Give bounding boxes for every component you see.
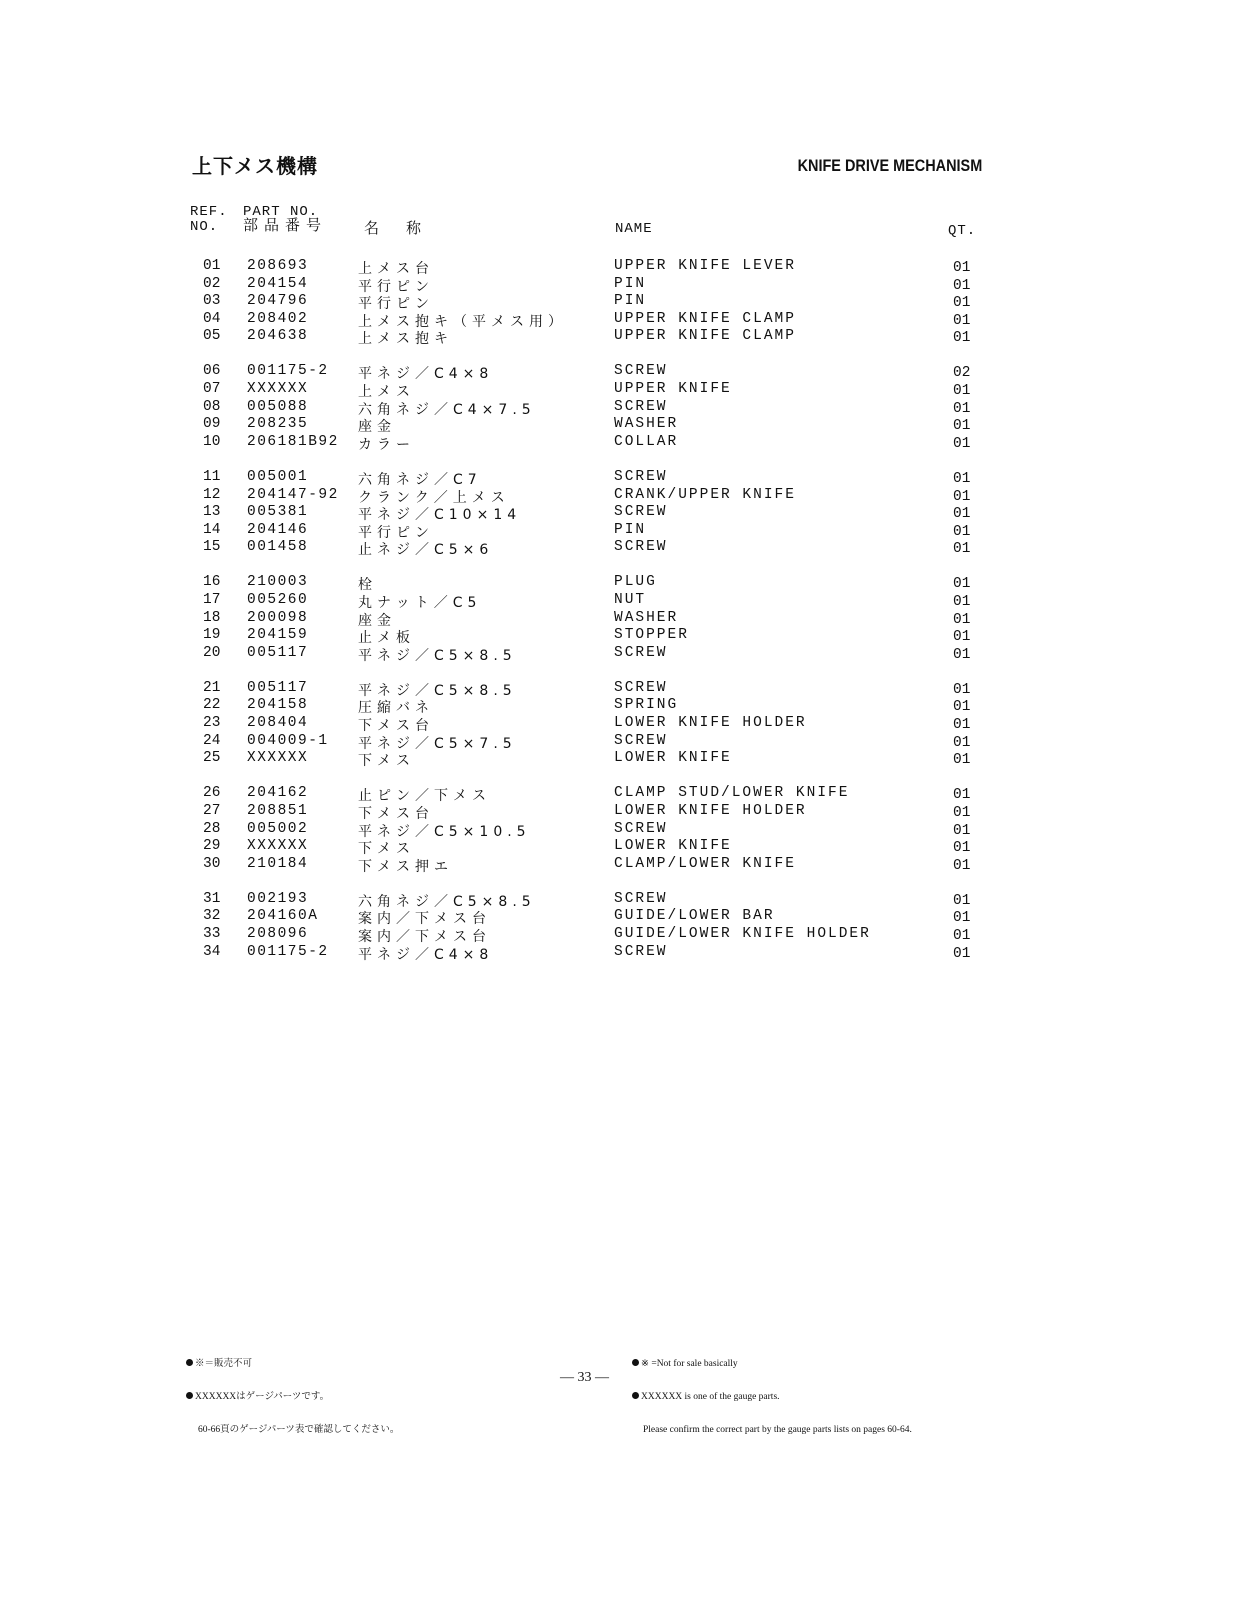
name-jp: 平ネジ／C4×8 [358,366,494,383]
header-name-jp: 名 称 [364,219,428,237]
quantity: 01 [953,295,971,312]
ref-no: 14 [203,521,221,538]
quantity: 01 [953,611,971,628]
quantity: 01 [953,383,971,400]
name-jp: 止メ板 [358,630,415,647]
part-no: 204159 [247,627,309,644]
part-no: 208096 [247,926,309,942]
quantity: 01 [953,312,971,329]
table-row [0,416,1237,434]
name-jp: 下メス台 [358,718,434,735]
ref-no: 17 [203,592,221,608]
quantity: 01 [953,260,971,276]
table-row [0,645,1237,663]
name-en: WASHER [614,609,679,626]
name-en: UPPER KNIFE LEVER [614,258,796,274]
quantity: 01 [953,523,971,540]
quantity: 01 [953,699,971,716]
name-en: SCREW [614,890,668,907]
table-row [0,821,1237,839]
quantity: 01 [953,840,971,857]
table-row [0,856,1237,874]
name-en: SCREW [614,820,668,837]
name-jp: 案内／下メス台 [358,911,491,928]
name-jp: 平ネジ／C5×7.5 [358,735,517,752]
header-qty: QT. [948,223,977,239]
name-jp: 六角ネジ／C7 [358,471,482,488]
part-no: 208851 [247,802,309,819]
table-row [0,838,1237,856]
name-jp: 六角ネジ／C4×7.5 [358,401,536,418]
part-no: 204147-92 [247,486,339,503]
parts-group [0,891,1237,961]
parts-group [0,785,1237,873]
ref-no: 03 [203,293,221,310]
ref-no: 02 [203,275,221,292]
table-row [0,469,1237,487]
name-en: COLLAR [614,433,679,450]
quantity: 01 [953,646,971,663]
quantity: 01 [953,576,971,593]
quantity: 01 [953,734,971,751]
name-en: SPRING [614,697,679,714]
name-en: WASHER [614,416,679,433]
part-no: 206181B92 [247,433,339,450]
name-en: CLAMP STUD/LOWER KNIFE [614,785,850,802]
part-no: 204158 [247,697,309,714]
quantity: 01 [953,787,971,804]
quantity: 02 [953,365,971,382]
table-row [0,311,1237,329]
ref-no: 24 [203,732,221,749]
name-jp: 案内／下メス台 [358,929,491,945]
name-en: GUIDE/LOWER BAR [614,908,775,925]
name-en: GUIDE/LOWER KNIFE HOLDER [614,926,871,942]
quantity: 01 [953,400,971,417]
quantity: 01 [953,488,971,505]
table-row [0,574,1237,592]
quantity: 01 [953,418,971,435]
table-row [0,381,1237,399]
part-no: 005117 [247,679,309,696]
quantity: 01 [953,506,971,523]
table-row [0,258,1237,276]
part-no: 005002 [247,820,309,837]
name-jp: 下メス [358,841,415,858]
quantity: 01 [953,330,971,347]
name-en: SCREW [614,943,668,960]
name-en: CRANK/UPPER KNIFE [614,486,796,503]
bullet-icon [632,1392,639,1399]
ref-no: 32 [203,908,221,925]
table-row [0,891,1237,909]
ref-no: 06 [203,363,221,380]
table-row [0,697,1237,715]
quantity: 01 [953,752,971,769]
part-no: 204162 [247,785,309,802]
name-en: SCREW [614,732,668,749]
quantity: 01 [953,277,971,294]
quantity: 01 [953,717,971,734]
ref-no: 31 [203,890,221,907]
table-row [0,539,1237,557]
parts-group [0,258,1237,346]
name-jp: 平ネジ／C10×14 [358,507,522,524]
ref-no: 13 [203,504,221,521]
name-en: LOWER KNIFE HOLDER [614,715,807,732]
quantity: 01 [953,928,971,944]
name-jp: 上メス抱キ [358,331,453,348]
name-jp: 下メス [358,753,415,770]
page-title-en: KNIFE DRIVE MECHANISM [797,156,982,175]
parts-group [0,363,1237,451]
part-no: 204146 [247,521,309,538]
name-jp: 丸ナット／C5 [358,595,482,611]
quantity: 01 [953,629,971,646]
quantity: 01 [953,435,971,452]
name-en: PLUG [614,574,657,591]
part-no: 208693 [247,258,309,274]
footnote-jp [186,1337,399,1447]
ref-no: 33 [203,926,221,942]
table-row [0,908,1237,926]
table-row [0,293,1237,311]
ref-no: 27 [203,802,221,819]
name-jp: 下メス押エ [358,858,453,875]
footnote-en-line2: XXXXXX is one of the gauge parts. [641,1392,780,1402]
ref-no: 05 [203,328,221,345]
part-no: 005260 [247,592,309,608]
name-jp: 平行ピン [358,296,434,313]
part-no: 004009-1 [247,732,329,749]
name-en: SCREW [614,398,668,415]
bullet-icon [186,1392,193,1399]
ref-no: 19 [203,627,221,644]
quantity: 01 [953,945,971,962]
ref-no: 01 [203,258,221,274]
header-name: NAME [615,221,653,237]
ref-no: 04 [203,310,221,327]
part-no: 001458 [247,539,309,556]
ref-no: 29 [203,838,221,855]
ref-no: 11 [203,468,221,485]
ref-no: 23 [203,715,221,732]
ref-no: 15 [203,539,221,556]
name-en: PIN [614,293,647,310]
bullet-icon [632,1359,639,1366]
ref-no: 09 [203,416,221,433]
table-row [0,487,1237,505]
bullet-icon [186,1359,193,1366]
name-en: SCREW [614,468,668,485]
name-en: SCREW [614,679,668,696]
part-no: 204796 [247,293,309,310]
table-row [0,750,1237,768]
table-row [0,522,1237,540]
quantity: 01 [953,804,971,821]
part-no: 001175-2 [247,363,329,380]
ref-no: 16 [203,574,221,591]
table-row [0,680,1237,698]
name-jp: 上メス台 [358,261,434,277]
part-no: 005088 [247,398,309,415]
parts-group [0,469,1237,557]
ref-no: 22 [203,697,221,714]
part-no: 005001 [247,468,309,485]
quantity: 01 [953,470,971,487]
page-number: — 33 — [560,1370,609,1385]
table-row [0,592,1237,610]
part-no: 001175-2 [247,943,329,960]
table-row [0,276,1237,294]
name-en: LOWER KNIFE HOLDER [614,802,807,819]
name-en: CLAMP/LOWER KNIFE [614,855,796,872]
name-jp: 座金 [358,419,396,436]
ref-no: 21 [203,679,221,696]
header-part-no: PART NO. [243,204,319,220]
part-no: 204160A [247,908,319,925]
quantity: 01 [953,594,971,610]
ref-no: 34 [203,943,221,960]
part-no: 204638 [247,328,309,345]
ref-no: 28 [203,820,221,837]
quantity: 01 [953,910,971,927]
table-row [0,715,1237,733]
footnote-jp-line2: XXXXXXはゲージパーツです。 [195,1392,330,1402]
name-en: LOWER KNIFE [614,838,732,855]
name-en: PIN [614,275,647,292]
name-en: SCREW [614,539,668,556]
table-row [0,627,1237,645]
table-row [0,926,1237,944]
ref-no: 08 [203,398,221,415]
name-jp: 止ピン／下メス [358,788,491,805]
name-jp: 平ネジ／C5×8.5 [358,647,517,664]
name-jp: 上メス [358,384,415,401]
name-jp: 平ネジ／C4×8 [358,946,494,963]
name-jp: 圧縮バネ [358,700,434,717]
ref-no: 20 [203,644,221,661]
name-jp: 座金 [358,612,396,629]
name-jp: 止ネジ／C5×6 [358,542,494,559]
footnote-en-line3: Please confirm the correct part by the gauge parts lists on pages 60-64. [643,1425,912,1435]
part-no: 200098 [247,609,309,626]
parts-table [0,258,1237,979]
name-jp: クランク／上メス [358,489,510,506]
name-en: UPPER KNIFE [614,381,732,398]
name-jp: カラー [358,436,415,453]
part-no: XXXXXX [247,381,309,398]
header-part-no-jp: 部品番号 [243,216,328,234]
quantity: 01 [953,822,971,839]
part-no: XXXXXX [247,838,309,855]
part-no: 208235 [247,416,309,433]
part-no: 210003 [247,574,309,591]
part-no: 204154 [247,275,309,292]
name-jp: 上メス抱キ（平メス用） [358,313,567,330]
name-en: SCREW [614,644,668,661]
name-jp: 平行ピン [358,278,434,295]
ref-no: 25 [203,750,221,767]
part-no: XXXXXX [247,750,309,767]
name-en: NUT [614,592,647,608]
name-en: SCREW [614,504,668,521]
ref-no: 26 [203,785,221,802]
footnote-en [632,1337,912,1447]
part-no: 002193 [247,890,309,907]
footnote-jp-line1: ※＝販売不可 [195,1359,253,1369]
page-title-jp: 上下メス機構 [192,154,318,178]
parts-group [0,680,1237,768]
part-no: 208402 [247,310,309,327]
quantity: 01 [953,681,971,698]
part-no: 005381 [247,504,309,521]
table-row [0,610,1237,628]
header-ref: REF. [190,204,228,220]
ref-no: 07 [203,381,221,398]
table-row [0,785,1237,803]
name-en: LOWER KNIFE [614,750,732,767]
table-row [0,504,1237,522]
name-en: STOPPER [614,627,689,644]
table-row [0,803,1237,821]
quantity: 01 [953,857,971,874]
name-en: SCREW [614,363,668,380]
table-row [0,399,1237,417]
part-no: 208404 [247,715,309,732]
name-jp: 栓 [358,577,377,594]
ref-no: 12 [203,486,221,503]
footnote-en-line1: ※ =Not for sale basically [641,1359,738,1369]
table-row [0,434,1237,452]
ref-no: 30 [203,855,221,872]
name-en: PIN [614,521,647,538]
footnote-jp-line3: 60-66頁のゲージパーツ表で確認してください。 [198,1425,400,1435]
name-en: UPPER KNIFE CLAMP [614,310,796,327]
ref-no: 18 [203,609,221,626]
header-no: NO. [190,219,219,235]
quantity: 01 [953,892,971,909]
table-row [0,733,1237,751]
table-row [0,328,1237,346]
name-jp: 平ネジ／C5×10.5 [358,823,531,840]
part-no: 210184 [247,855,309,872]
table-row [0,363,1237,381]
parts-group [0,574,1237,662]
name-jp: 平ネジ／C5×8.5 [358,682,517,699]
ref-no: 10 [203,433,221,450]
name-jp: 平行ピン [358,524,434,541]
name-jp: 六角ネジ／C5×8.5 [358,893,536,910]
quantity: 01 [953,541,971,558]
table-row [0,944,1237,962]
name-en: UPPER KNIFE CLAMP [614,328,796,345]
part-no: 005117 [247,644,309,661]
name-jp: 下メス台 [358,805,434,822]
